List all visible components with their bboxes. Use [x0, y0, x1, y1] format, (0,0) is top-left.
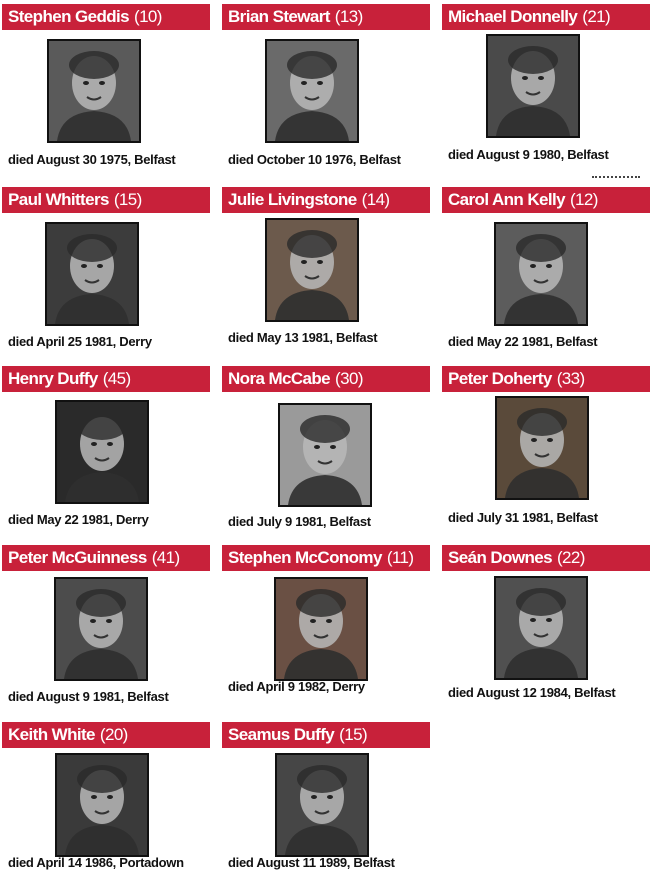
death-caption: died October 10 1976, Belfast — [228, 152, 401, 167]
victim-card — [442, 545, 650, 715]
death-caption: died August 12 1984, Belfast — [448, 685, 616, 700]
victim-card — [2, 545, 210, 715]
death-caption: died August 9 1981, Belfast — [8, 689, 169, 704]
victim-name: Carol Ann Kelly — [448, 190, 565, 209]
victim-card — [2, 722, 210, 877]
victim-age: (12) — [569, 190, 598, 209]
portrait-photo — [278, 403, 372, 507]
portrait-image — [47, 224, 137, 324]
victim-card — [222, 4, 430, 179]
victim-card — [222, 366, 430, 536]
portrait-photo — [54, 577, 148, 681]
portrait-image — [57, 755, 147, 855]
portrait-photo — [274, 577, 368, 681]
victim-card — [222, 187, 430, 357]
name-banner — [442, 187, 650, 213]
victim-name: Julie Livingstone — [228, 190, 357, 209]
victim-age: (30) — [335, 369, 363, 388]
portrait-photo — [494, 576, 588, 680]
portrait-image — [277, 755, 367, 855]
victim-name: Nora McCabe — [228, 369, 331, 388]
death-caption: died May 13 1981, Belfast — [228, 330, 378, 345]
victim-age: (14) — [361, 190, 390, 209]
victim-card — [442, 4, 650, 179]
death-caption: died August 30 1975, Belfast — [8, 152, 176, 167]
victim-age: (15) — [339, 725, 368, 744]
victim-age: (13) — [334, 7, 363, 26]
name-banner — [222, 187, 430, 213]
victim-age: (45) — [102, 369, 131, 388]
death-caption: died July 9 1981, Belfast — [228, 514, 371, 529]
portrait-image — [280, 405, 370, 505]
victim-age: (11) — [386, 548, 414, 567]
dotted-rule — [592, 176, 640, 180]
portrait-image — [497, 398, 587, 498]
portrait-photo — [486, 34, 580, 138]
portrait-image — [496, 578, 586, 678]
victim-name: Michael Donnelly — [448, 7, 578, 26]
name-banner — [442, 366, 650, 392]
portrait-image — [49, 41, 139, 141]
name-banner — [442, 545, 650, 571]
victim-age: (20) — [99, 725, 128, 744]
portrait-image — [276, 579, 366, 679]
victim-card — [2, 187, 210, 357]
victim-name: Stephen McConomy — [228, 548, 382, 567]
name-banner — [2, 187, 210, 213]
portrait-photo — [494, 222, 588, 326]
victim-name: Paul Whitters — [8, 190, 109, 209]
victim-name: Brian Stewart — [228, 7, 330, 26]
portrait-photo — [265, 218, 359, 322]
portrait-image — [57, 402, 147, 502]
portrait-photo — [45, 222, 139, 326]
portrait-photo — [495, 396, 589, 500]
victim-card — [442, 187, 650, 357]
death-caption: died April 9 1982, Derry — [228, 679, 365, 694]
victim-card — [2, 4, 210, 179]
victim-age: (22) — [556, 548, 585, 567]
name-banner — [222, 4, 430, 30]
victim-name: Keith White — [8, 725, 95, 744]
name-banner — [442, 4, 650, 30]
name-banner — [2, 4, 210, 30]
victim-card — [2, 366, 210, 536]
portrait-photo — [55, 753, 149, 857]
victim-age: (21) — [582, 7, 611, 26]
victim-age: (33) — [556, 369, 585, 388]
victim-name: Peter McGuinness — [8, 548, 147, 567]
victim-age: (10) — [134, 7, 162, 26]
death-caption: died August 11 1989, Belfast — [228, 855, 395, 870]
death-caption: died August 9 1980, Belfast — [448, 147, 609, 162]
victim-name: Seamus Duffy — [228, 725, 335, 744]
victim-card — [222, 545, 430, 715]
name-banner — [222, 545, 430, 571]
portrait-image — [56, 579, 146, 679]
death-caption: died May 22 1981, Belfast — [448, 334, 598, 349]
portrait-image — [267, 41, 357, 141]
victim-name: Henry Duffy — [8, 369, 98, 388]
portrait-image — [267, 220, 357, 320]
victim-name: Stephen Geddis — [8, 7, 130, 26]
name-banner — [222, 366, 430, 392]
death-caption: died July 31 1981, Belfast — [448, 510, 598, 525]
victim-age: (41) — [151, 548, 180, 567]
portrait-photo — [275, 753, 369, 857]
name-banner — [2, 545, 210, 571]
victim-name: Peter Doherty — [448, 369, 552, 388]
portrait-image — [488, 36, 578, 136]
portrait-photo — [55, 400, 149, 504]
death-caption: died April 25 1981, Derry — [8, 334, 152, 349]
portrait-image — [496, 224, 586, 324]
name-banner — [2, 366, 210, 392]
portrait-photo — [47, 39, 141, 143]
victim-card — [222, 722, 430, 877]
victim-age: (15) — [113, 190, 142, 209]
victim-card — [442, 366, 650, 536]
name-banner — [222, 722, 430, 748]
death-caption: died May 22 1981, Derry — [8, 512, 149, 527]
death-caption: died April 14 1986, Portadown — [8, 855, 184, 870]
portrait-photo — [265, 39, 359, 143]
name-banner — [2, 722, 210, 748]
victim-name: Seán Downes — [448, 548, 552, 567]
